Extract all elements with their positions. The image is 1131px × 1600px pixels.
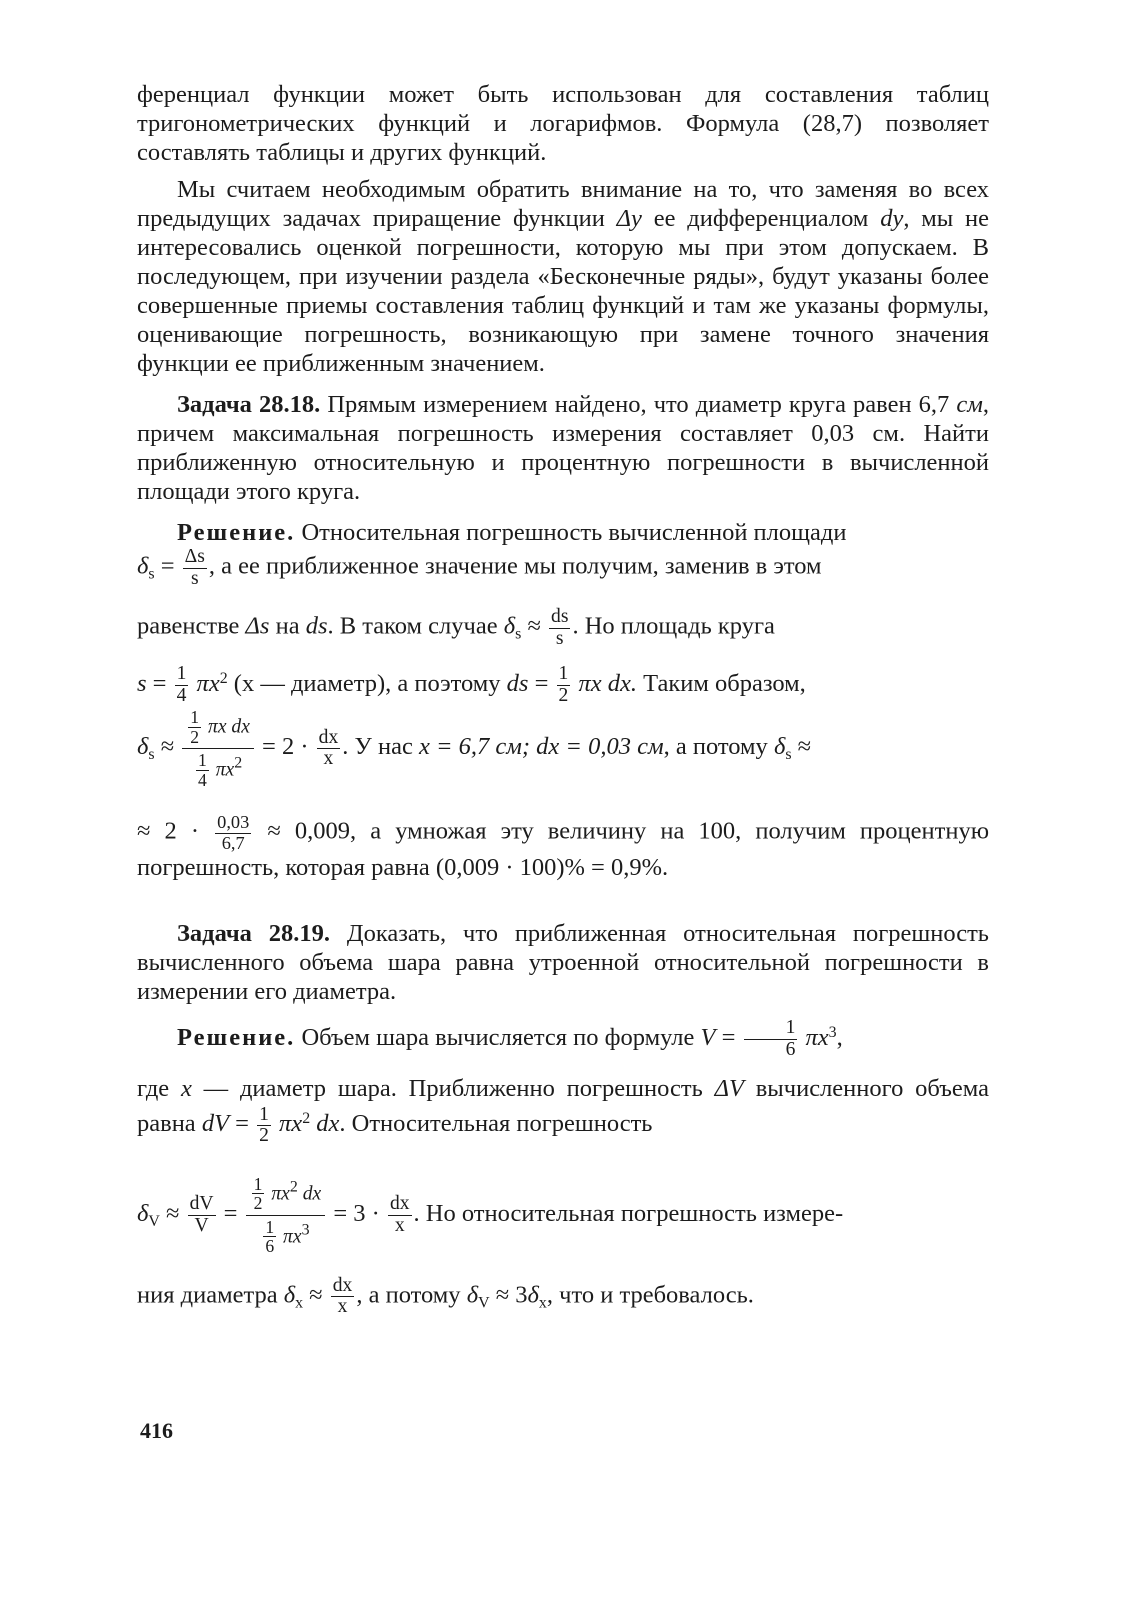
math-num: 1 [259, 1103, 269, 1125]
solution-line-1 [137, 547, 989, 589]
math-den: 4 [176, 684, 187, 706]
math-op: = 2 · [255, 733, 315, 761]
paragraph-continuation [137, 80, 989, 167]
math-ds: ds [305, 613, 328, 641]
math-num [246, 1173, 326, 1216]
math-term: πx [799, 1023, 829, 1051]
math-op: = [154, 552, 181, 580]
page-text [137, 80, 989, 1318]
math-sub: s [785, 746, 792, 764]
math-s: s [137, 669, 147, 697]
math-sub: s [515, 625, 522, 643]
math-sup: 2 [234, 755, 243, 773]
page-number: 416 [140, 1418, 173, 1443]
math-op: ≈ 2 · [137, 817, 214, 845]
solution-line-2 [137, 607, 989, 649]
math-term: πx [266, 1183, 290, 1205]
math-den: 2 [259, 1125, 269, 1147]
math-delta: δ [503, 613, 516, 641]
math-den: 6,7 [221, 832, 245, 853]
math-term: πx [210, 759, 235, 781]
math-num: dx [389, 1193, 410, 1215]
math-term: πx [272, 1110, 303, 1138]
text-run: , а потому [356, 1281, 467, 1309]
solution-28-18 [137, 518, 989, 547]
solution-line-5 [137, 813, 989, 883]
math-num: 1 [176, 663, 187, 685]
math-op: = [528, 669, 555, 697]
math-den [246, 1216, 326, 1258]
math-term: πx dx. [572, 669, 637, 697]
math-op: = [229, 1110, 256, 1138]
text-run: равенстве [137, 613, 246, 641]
math-num: 1 [253, 1173, 263, 1194]
math-unit: см [956, 391, 983, 418]
math-delta-V: ΔV [714, 1075, 744, 1103]
paragraph-remark [137, 175, 989, 378]
math-fraction [744, 1018, 798, 1060]
math-num: 1 [198, 750, 207, 771]
math-den: 2 [253, 1193, 263, 1214]
text-run: , что и требовалось. [546, 1281, 754, 1309]
math-op: = [217, 1199, 244, 1227]
math-delta: δ [527, 1281, 539, 1309]
text-run: Мы считаем необходимым обратить внимание на то, что заменяя во всех предыдущих задачах приращение функции [137, 176, 989, 232]
math-den: x [394, 1214, 405, 1236]
math-fraction [388, 1194, 412, 1236]
math-sub: V [148, 1212, 160, 1230]
math-delta-y: Δy [616, 205, 642, 232]
math-den: 6 [785, 1038, 796, 1060]
math-den: 2 [190, 726, 200, 747]
math-num: 0,03 [217, 812, 250, 833]
text-run: , а потому [663, 733, 774, 761]
math-fraction [215, 813, 251, 853]
math-fraction [196, 751, 209, 789]
math-fraction [257, 1105, 271, 1147]
math-op: ≈ [154, 733, 181, 761]
math-op: ≈ [521, 613, 548, 641]
text-run: , мы не интересовались оценкой погрешности, которую мы при этом допускаем. В последующем, при изучении раздела «Бесконечные ряды», будут указаны более совершенные приемы составления таблиц функций и там же указаны формулы, оценивающие погрешность, возникающую при замене точного значения функции ее приближенным значением. [137, 205, 990, 377]
solution-28-19 [137, 1018, 989, 1060]
math-delta: δ [773, 733, 786, 761]
text-run: ния диаметра [137, 1281, 284, 1309]
math-num: 1 [265, 1216, 275, 1237]
math-ds: ds [506, 669, 529, 697]
math-num: Δs [184, 546, 205, 567]
math-fraction [188, 708, 201, 746]
text-run: Относительная погрешность вычисленной площади [295, 519, 847, 546]
math-sub: V [478, 1294, 490, 1312]
text-run: (x — диаметр), а поэтому [227, 669, 507, 697]
math-den: s [555, 628, 564, 650]
math-fraction [557, 664, 571, 706]
math-num: dx [318, 726, 339, 748]
text-run: ≈ 0,009, а умножая эту величину на 100, получим процентную погрешность, которая равна (0,009 · 100)% = 0,9%. [137, 817, 990, 881]
math-dy: dy [880, 205, 904, 232]
math-sub: x [538, 1294, 547, 1312]
math-num: 1 [558, 663, 569, 685]
math-sub: s [148, 746, 155, 764]
text-run: . Относительная погрешность [339, 1110, 653, 1138]
math-op: ≈ [159, 1199, 186, 1227]
math-delta: δ [137, 552, 149, 580]
text-run: ее дифференциалом [641, 205, 881, 232]
math-den: x [337, 1296, 348, 1318]
math-sup: 2 [302, 1110, 311, 1128]
math-compound-fraction [246, 1173, 326, 1258]
text-run: . Но площадь круга [572, 613, 775, 641]
math-den [182, 749, 254, 791]
text-run: Объем шара вычисляется по формуле [295, 1023, 701, 1051]
math-term: dx [310, 1110, 340, 1138]
math-x: x [180, 1075, 192, 1103]
math-delta: δ [283, 1281, 296, 1309]
math-sub: s [148, 565, 155, 583]
math-den: 4 [198, 769, 207, 790]
problem-28-19 [137, 919, 989, 1006]
text-run: на [269, 613, 306, 641]
math-term: πx dx [203, 716, 250, 738]
math-compound-fraction [182, 706, 254, 791]
math-values: x = 6,7 см; dx = 0,03 см [418, 733, 664, 761]
math-fraction [317, 728, 341, 770]
text-run: , причем максимальная погрешность измерения составляет 0,03 см. Найти приближенную относительную и процентную погрешности в вычисленной площади этого круга. [137, 391, 989, 505]
math-sup: 2 [219, 669, 228, 687]
math-den: 6 [265, 1236, 275, 1257]
math-delta: δ [137, 1199, 149, 1227]
text-run: Прямым измерением найдено, что диаметр круга равен 6,7 [320, 391, 957, 418]
solution-line-7 [137, 1173, 989, 1258]
problem-label: Задача 28.19. [177, 919, 331, 947]
text-run: , а ее приближенное значение мы получим, заменив в этом [208, 552, 822, 580]
solution-line-3 [137, 664, 989, 706]
math-op: ≈ [303, 1281, 329, 1309]
math-fraction [188, 1194, 216, 1236]
text-run: Доказать, что приближенная относительная погрешность вычисленного объема шара равна утроенной относительной погрешности в измерении его диаметра. [137, 919, 989, 1005]
math-dV: dV [201, 1110, 230, 1138]
text-run: вычисленного объема равна [137, 1075, 989, 1138]
problem-28-18 [137, 390, 989, 506]
paragraph-text: ференциал функции может быть использован для составления таблиц тригонометрических функций и логарифмов. Формула (28,7) позволяет составлять таблицы и других функций. [137, 81, 989, 166]
math-num: 1 [190, 707, 200, 728]
problem-label: Задача 28.18. [177, 391, 321, 418]
math-fraction [331, 1276, 355, 1318]
math-fraction [183, 547, 207, 589]
math-den: s [190, 567, 199, 589]
text-run: . Но относительная погрешность измере- [413, 1199, 844, 1227]
math-op: ≈ 3 [489, 1281, 528, 1309]
math-term: πx [190, 669, 220, 697]
solution-line-4 [137, 706, 989, 791]
solution-line-6 [137, 1074, 989, 1146]
math-den: V [194, 1214, 209, 1236]
math-sup: 3 [301, 1221, 310, 1239]
math-V: V [700, 1023, 716, 1051]
math-num: 1 [744, 1018, 798, 1040]
math-sub: x [295, 1294, 304, 1312]
math-den: x [323, 748, 334, 770]
math-op: = [146, 669, 173, 697]
math-term: πx [278, 1226, 302, 1248]
math-fraction [252, 1175, 265, 1213]
text-run: — диаметр шара. Приближенно погрешность [191, 1075, 715, 1103]
math-num: dx [332, 1274, 353, 1296]
math-num: ds [551, 606, 569, 628]
math-fraction [263, 1218, 276, 1256]
math-delta-s: Δs [245, 613, 270, 641]
math-fraction [175, 664, 189, 706]
math-den: 2 [558, 684, 569, 706]
math-term: dx [297, 1183, 322, 1205]
text-run: , [836, 1023, 843, 1051]
math-sup: 2 [289, 1178, 298, 1196]
math-op: ≈ [791, 733, 812, 761]
math-sup: 3 [828, 1023, 837, 1041]
text-run: Таким образом, [636, 669, 806, 697]
solution-line-8 [137, 1276, 989, 1318]
math-delta: δ [466, 1281, 479, 1309]
math-num: dV [189, 1193, 214, 1215]
text-run: . У нас [342, 733, 419, 761]
math-op: = [715, 1023, 742, 1051]
text-run: . В таком случае [327, 613, 504, 641]
text-run: где [137, 1075, 181, 1103]
math-op: = 3 · [327, 1199, 386, 1227]
solution-label: Решение. [177, 519, 296, 546]
math-delta: δ [137, 733, 149, 761]
math-num [182, 706, 254, 749]
math-fraction [549, 607, 570, 649]
solution-label: Решение. [177, 1023, 296, 1051]
